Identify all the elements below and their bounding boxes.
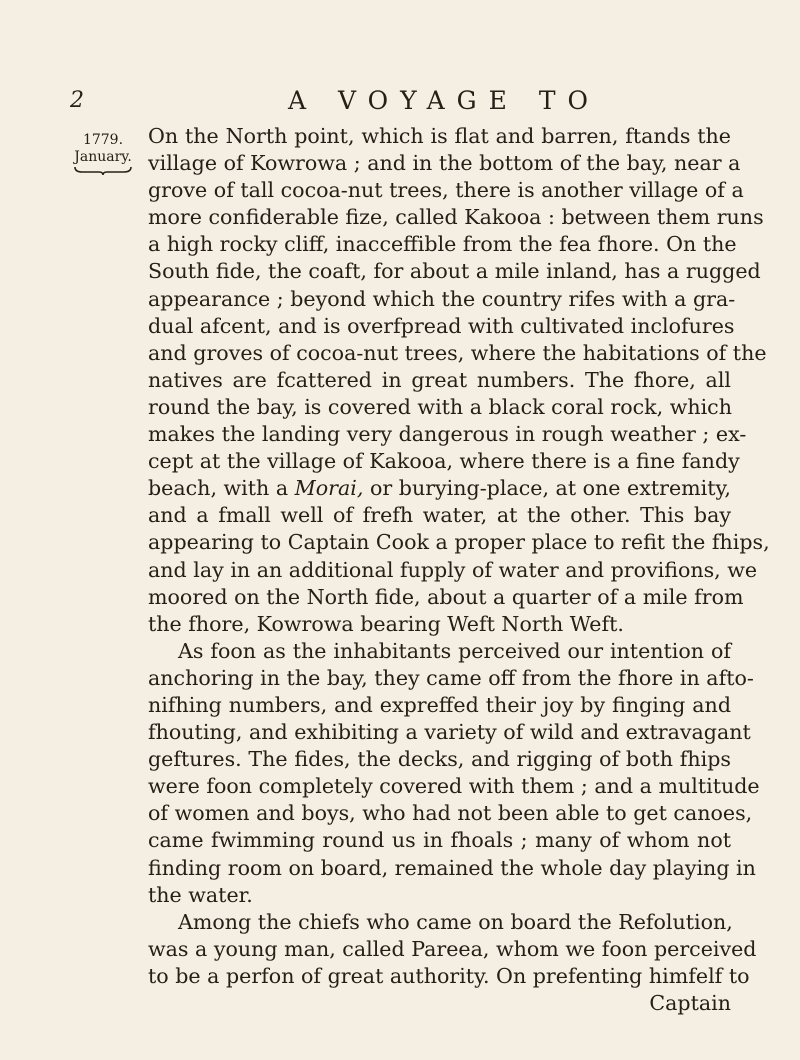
text-line: of women and boys, who had not been able to get canoes, bbox=[148, 801, 753, 826]
text-line: more confiderable fize, called Kakooa : between them runs bbox=[148, 205, 764, 230]
text-line: natives are fcattered in great numbers. The fhore, all bbox=[148, 367, 731, 392]
text-line: finding room on board, remained the whole day playing in bbox=[148, 855, 756, 880]
text-line: makes the landing very dangerous in rough weather ; ex- bbox=[148, 422, 747, 447]
text-line: As foon as the inhabitants perceived our intention of bbox=[178, 638, 731, 663]
text-line: and groves of cocoa-nut trees, where the habitations of the bbox=[148, 340, 767, 365]
text-line: and lay in an additional fupply of water and provifions, we bbox=[148, 557, 758, 582]
text-line: a high rocky cliff, inacceffible from the fea fhore. On the bbox=[148, 232, 737, 257]
body-text bbox=[148, 123, 770, 1017]
text-segment: or burying-place, at one extremity, bbox=[363, 476, 731, 501]
margin-month: January. bbox=[74, 149, 132, 165]
text-line: the fhore, Kowrowa bearing Weft North Weft. bbox=[148, 611, 624, 636]
text-line: geftures. The fides, the decks, and rigging of both fhips bbox=[148, 747, 731, 772]
text-line: cept at the village of Kakooa, where there is a fine fandy bbox=[148, 449, 740, 474]
text-line-with-italic bbox=[148, 475, 731, 502]
margin-year: 1779. bbox=[82, 132, 124, 148]
text-line: appearing to Captain Cook a proper place to refit the fhips, bbox=[148, 530, 770, 555]
page-number: 2 bbox=[70, 88, 84, 113]
text-line: to be a perfon of great authority. On prefenting himfelf to bbox=[148, 963, 750, 988]
text-line: came fwimming round us in fhoals ; many of whom not bbox=[148, 828, 731, 853]
text-line: On the North point, which is flat and barren, ftands the bbox=[148, 124, 731, 148]
text-line: grove of tall cocoa-nut trees, there is another village of a bbox=[148, 178, 744, 203]
running-head: A VOYAGE TO bbox=[287, 86, 601, 115]
text-line: dual afcent, and is overfpread with cultivated inclofures bbox=[148, 313, 735, 338]
text-line: was a young man, called Pareea, whom we foon perceived bbox=[148, 936, 757, 961]
text-line: round the bay, is covered with a black coral rock, which bbox=[148, 394, 732, 419]
text-line: Among the chiefs who came on board the Refolution, bbox=[178, 909, 733, 934]
italic-term: Morai, bbox=[294, 476, 364, 501]
text-line: moored on the North fide, about a quarter of a mile from bbox=[148, 584, 744, 609]
text-line: were foon completely covered with them ; and a multitude bbox=[148, 774, 760, 799]
text-line: and a fmall well of frefh water, at the other. This bay bbox=[148, 503, 731, 528]
text-line: fhouting, and exhibiting a variety of wild and extravagant bbox=[148, 720, 751, 745]
text-line: village of Kowrowa ; and in the bottom of the bay, near a bbox=[148, 151, 741, 176]
catchword: Captain bbox=[649, 991, 731, 1015]
text-line: anchoring in the bay, they came off from the fhore in afto- bbox=[148, 665, 754, 690]
text-line: nifhing numbers, and expreffed their joy by finging and bbox=[148, 692, 731, 717]
margin-note bbox=[72, 132, 134, 176]
text-line: South fide, the coaft, for about a mile inland, has a rugged bbox=[148, 259, 761, 284]
text-line: appearance ; beyond which the country rifes with a gra- bbox=[148, 286, 736, 311]
brace-icon bbox=[74, 166, 132, 176]
text-line: the water. bbox=[148, 882, 253, 907]
text-segment: beach, with a bbox=[148, 476, 295, 501]
